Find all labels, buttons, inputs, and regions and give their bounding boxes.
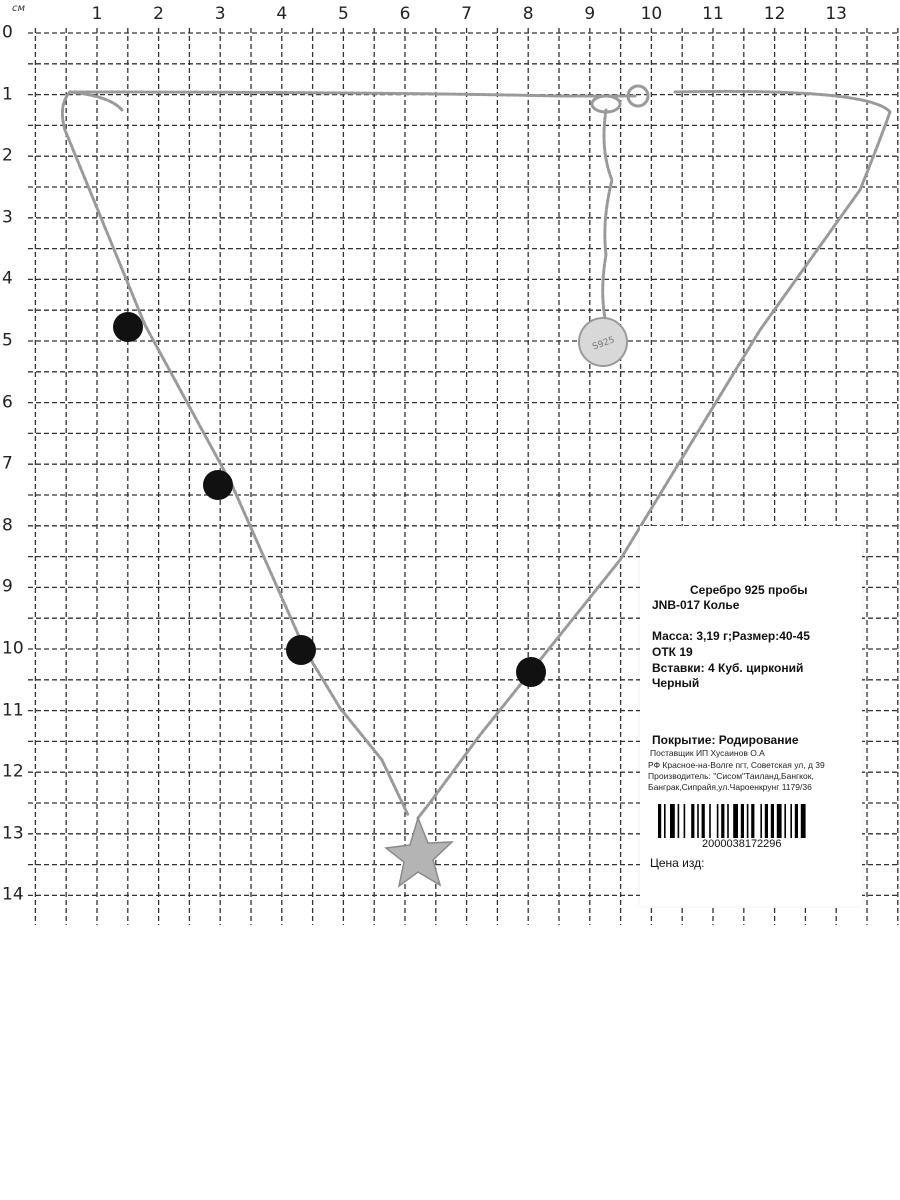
barcode-bar [771,804,774,838]
x-tick-label: 4 [276,4,288,24]
barcode-bar [691,804,694,838]
x-tick-label: 5 [337,4,349,24]
barcode-bar [777,804,782,838]
tag-address: РФ Красное-на-Волге пгт, Советская ул, д 39 [648,760,825,770]
barcode-bar [733,804,738,838]
stone-3 [286,635,316,665]
y-tick-label: 0 [2,22,13,43]
tag-article: JNB-017 Колье [652,598,740,612]
tag-producer: Производитель: "Сисом"Таиланд,Бангкок, [648,771,814,781]
tag-producer-address: Банграк,Сипрайя,ул.Чароенкрунг 1179/36 [648,782,812,792]
x-tick-label: 2 [153,4,165,24]
barcode-bar [697,804,699,838]
barcode-bar [760,804,762,838]
barcode-bar [709,804,711,838]
x-tick-label: 1 [91,4,103,24]
y-tick-label: 10 [2,638,24,659]
barcode-bar [717,804,719,838]
barcode-bar [658,804,661,838]
barcode-bar [727,804,729,838]
barcode-bar [741,804,744,838]
tag-color: Черный [652,676,700,690]
barcode-bar [795,804,798,838]
tag-otk: ОТК 19 [652,645,693,659]
unit-label: см [12,3,26,14]
y-tick-label: 12 [2,761,24,782]
x-tick-label: 13 [825,4,848,24]
disc-stamp: S925 [591,335,617,353]
barcode-bar [801,804,806,838]
price-label: Цена изд: [650,856,705,870]
y-tick-label: 2 [2,145,13,166]
barcode-bar [664,804,666,838]
y-tick-label: 5 [2,330,13,351]
x-tick-label: 3 [214,4,226,24]
y-tick-label: 6 [2,392,13,413]
stone-1 [113,312,143,342]
tag-inserts: Вставки: 4 Куб. цирконий [652,661,804,675]
tag-coating: Покрытие: Родирование [652,733,799,747]
x-tick-label: 10 [640,4,663,24]
tag-metal: Серебро 925 пробы [690,583,808,597]
x-tick-label: 12 [763,4,786,24]
clasp-tag-disc [579,318,627,366]
stone-2 [203,470,233,500]
x-tick-label: 6 [399,4,411,24]
star-pendant [386,818,452,886]
barcode-bar [747,804,749,838]
x-tick-label: 9 [584,4,596,24]
x-tick-label: 7 [461,4,473,24]
y-tick-label: 8 [2,515,13,536]
barcode-bar [784,804,786,838]
barcode-bar [670,804,675,838]
barcode-bar [790,804,792,838]
barcode-image [658,804,850,838]
x-tick-label: 11 [702,4,724,24]
y-tick-label: 7 [2,453,13,474]
x-tick-label: 8 [522,4,534,24]
stone-4 [516,657,546,687]
tag-weight-size: Масса: 3,19 г;Размер:40-45 [652,629,810,643]
barcode-bar [765,804,768,838]
barcode-number: 2000038172296 [702,838,782,850]
barcode-bar [702,804,705,838]
barcode-bar [721,804,724,838]
y-tick-label: 1 [2,84,13,105]
y-tick-label: 14 [2,884,24,905]
barcode-bar [684,804,686,838]
y-tick-label: 3 [2,207,13,228]
y-tick-label: 13 [2,823,24,844]
y-tick-label: 11 [2,700,24,721]
black-stones [113,312,546,687]
barcode-bar [678,804,680,838]
tag-supplier: Поставщик ИП Хусаинов О.А [650,748,765,758]
clasp [592,86,648,112]
barcode-bar [751,804,754,838]
price-tag [640,526,862,906]
y-tick-label: 4 [2,268,13,289]
y-tick-label: 9 [2,576,13,597]
